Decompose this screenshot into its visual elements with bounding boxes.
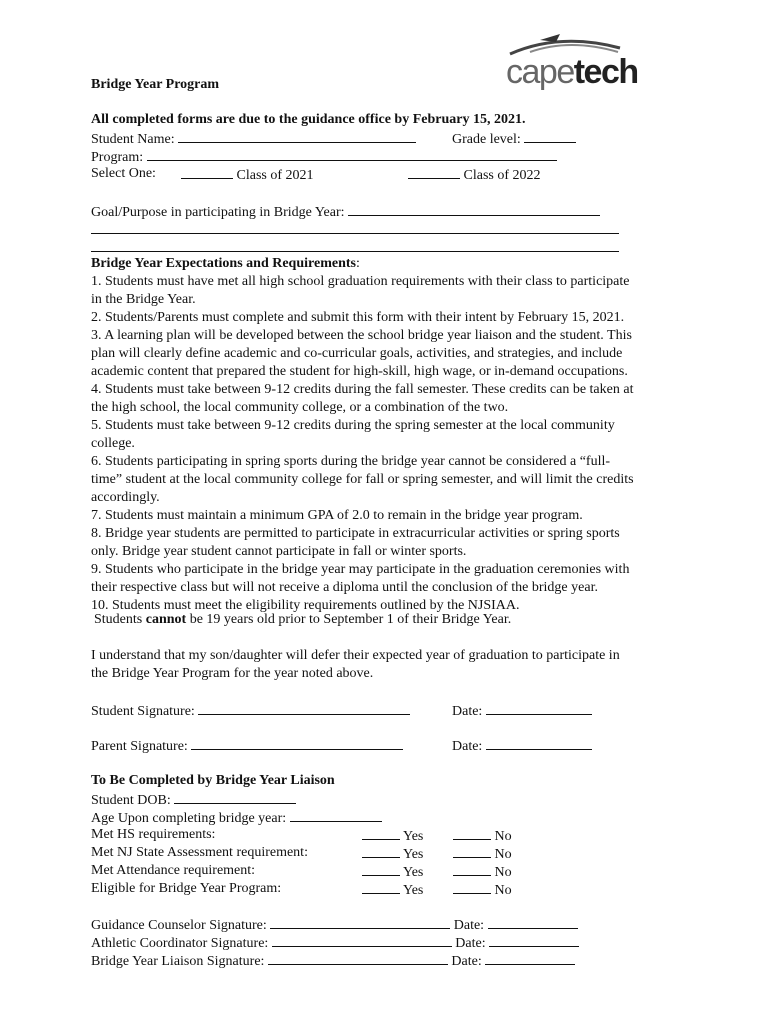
understand-line-1: I understand that my son/daughter will defer their expected year of graduation to participate in xyxy=(91,648,620,663)
guidance-date-field[interactable] xyxy=(488,915,578,929)
student-signature-label: Student Signature: xyxy=(91,704,195,719)
yes-label: Yes xyxy=(402,829,424,844)
liaison-signature-label: Bridge Year Liaison Signature: xyxy=(91,954,265,969)
expectation-line: 4. Students must take between 9-12 credits during the fall semester. These credits can be taken at xyxy=(91,382,634,397)
program-row xyxy=(91,147,557,165)
class-2022-option[interactable] xyxy=(408,165,541,183)
parent-date-row xyxy=(452,736,592,754)
program-field[interactable] xyxy=(147,147,557,161)
dob-field[interactable] xyxy=(174,790,296,804)
goal-line-3[interactable] xyxy=(91,251,619,252)
expectation-line: in the Bridge Year. xyxy=(91,292,196,307)
no-blank[interactable] xyxy=(453,862,491,876)
logo-wordmark: capetech xyxy=(506,53,638,91)
student-signature-field[interactable] xyxy=(198,701,410,715)
class-2022-blank[interactable] xyxy=(408,165,460,179)
goal-label: Goal/Purpose in participating in Bridge Year: xyxy=(91,205,345,220)
goal-line-2[interactable] xyxy=(91,233,619,234)
class-2021-blank[interactable] xyxy=(181,165,233,179)
no-label: No xyxy=(494,865,512,880)
no-option[interactable] xyxy=(453,862,512,880)
age-label: Age Upon completing bridge year: xyxy=(91,811,287,826)
capetech-logo xyxy=(500,34,638,94)
expectation-line: 6. Students participating in spring sports during the bridge year cannot be considered a “full- xyxy=(91,454,611,469)
checklist-label: Met NJ State Assessment requirement: xyxy=(91,845,308,860)
yes-option[interactable] xyxy=(362,826,423,844)
parent-date-field[interactable] xyxy=(486,736,592,750)
expectation-line: 10. Students must meet the eligibility requirements outlined by the NJSIAA. xyxy=(91,598,520,613)
liaison-date-field[interactable] xyxy=(485,951,575,965)
expectation-line: 3. A learning plan will be developed between the school bridge year liaison and the student. This xyxy=(91,328,632,343)
form-title: Bridge Year Program xyxy=(91,77,220,92)
expectation-line: academic content that prepared the student for high-skill, high wage, or in-demand occupations. xyxy=(91,364,628,379)
student-name-label: Student Name: xyxy=(91,132,175,147)
dob-label: Student DOB: xyxy=(91,793,171,808)
yes-option[interactable] xyxy=(362,880,423,898)
no-blank[interactable] xyxy=(453,844,491,858)
expectation-line: time” student at the local community college for fall or spring semester, and will limit the credits xyxy=(91,472,634,487)
guidance-signature-row xyxy=(91,915,578,933)
athletic-date-label: Date: xyxy=(455,936,486,951)
student-name-field[interactable] xyxy=(178,129,416,143)
guidance-date-label: Date: xyxy=(453,918,485,933)
expectation-line: 7. Students must maintain a minimum GPA of 2.0 to remain in the bridge year program. xyxy=(91,508,583,523)
parent-signature-row xyxy=(91,736,403,754)
parent-signature-field[interactable] xyxy=(191,736,403,750)
expectation-line: 5. Students must take between 9-12 credits during the spring semester at the local community xyxy=(91,418,615,433)
checklist-label: Met Attendance requirement: xyxy=(91,863,256,878)
age-requirement: Students cannot be 19 years old prior to September 1 of their Bridge Year. xyxy=(94,612,512,627)
goal-field[interactable] xyxy=(348,202,600,216)
goal-row xyxy=(91,202,600,220)
grade-level-row xyxy=(452,129,576,147)
no-label: No xyxy=(494,829,512,844)
athletic-signature-row xyxy=(91,933,579,951)
no-label: No xyxy=(494,847,512,862)
liaison-date-label: Date: xyxy=(451,954,482,969)
expectation-line: 2. Students/Parents must complete and submit this form with their intent by February 15, 2021. xyxy=(91,310,625,325)
expectation-line: 1. Students must have met all high school graduation requirements with their class to participate xyxy=(91,274,630,289)
dob-row xyxy=(91,790,296,808)
expectation-line: 9. Students who participate in the bridge year may participate in the graduation ceremonies with xyxy=(91,562,630,577)
student-name-row xyxy=(91,129,416,147)
class-2021-label: Class of 2021 xyxy=(236,168,314,183)
expectation-line: accordingly. xyxy=(91,490,160,505)
grade-level-field[interactable] xyxy=(524,129,576,143)
expectation-line: plan will clearly define academic and co-curricular goals, activities, and strategies, and include xyxy=(91,346,623,361)
yes-blank[interactable] xyxy=(362,880,400,894)
liaison-heading: To Be Completed by Bridge Year Liaison xyxy=(91,773,335,788)
athletic-date-field[interactable] xyxy=(489,933,579,947)
no-option[interactable] xyxy=(453,826,512,844)
liaison-signature-row xyxy=(91,951,575,969)
yes-blank[interactable] xyxy=(362,826,400,840)
no-blank[interactable] xyxy=(453,880,491,894)
athletic-signature-field[interactable] xyxy=(272,933,452,947)
student-date-label: Date: xyxy=(452,704,483,719)
yes-label: Yes xyxy=(402,865,424,880)
expectation-line: 8. Bridge year students are permitted to participate in extracurricular activities or spring sports xyxy=(91,526,620,541)
yes-blank[interactable] xyxy=(362,844,400,858)
expectation-line: only. Bridge year student cannot participate in fall or winter sports. xyxy=(91,544,467,559)
no-label: No xyxy=(494,883,512,898)
no-option[interactable] xyxy=(453,844,512,862)
grade-level-label: Grade level: xyxy=(452,132,521,147)
yes-label: Yes xyxy=(402,883,424,898)
guidance-signature-label: Guidance Counselor Signature: xyxy=(91,918,267,933)
expectations-heading: Bridge Year Expectations and Requirements: xyxy=(91,256,360,271)
liaison-signature-field[interactable] xyxy=(268,951,448,965)
yes-option[interactable] xyxy=(362,844,423,862)
student-signature-row xyxy=(91,701,410,719)
checklist-label: Eligible for Bridge Year Program: xyxy=(91,881,282,896)
yes-blank[interactable] xyxy=(362,862,400,876)
yes-label: Yes xyxy=(402,847,424,862)
class-2021-option[interactable] xyxy=(181,165,314,183)
expectation-line: their respective class but will not receive a diploma until the conclusion of the bridge year. xyxy=(91,580,598,595)
parent-date-label: Date: xyxy=(452,739,483,754)
expectation-line: the high school, the local community college, or a combination of the two. xyxy=(91,400,509,415)
guidance-signature-field[interactable] xyxy=(270,915,450,929)
age-row xyxy=(91,808,382,826)
no-option[interactable] xyxy=(453,880,512,898)
no-blank[interactable] xyxy=(453,826,491,840)
understand-line-2: the Bridge Year Program for the year noted above. xyxy=(91,666,374,681)
parent-signature-label: Parent Signature: xyxy=(91,739,188,754)
program-label: Program: xyxy=(91,150,144,165)
student-date-field[interactable] xyxy=(486,701,592,715)
checklist-label: Met HS requirements: xyxy=(91,827,216,842)
age-field[interactable] xyxy=(290,808,382,822)
due-notice: All completed forms are due to the guidance office by February 15, 2021. xyxy=(91,112,526,127)
expectation-line: college. xyxy=(91,436,135,451)
yes-option[interactable] xyxy=(362,862,423,880)
student-date-row xyxy=(452,701,592,719)
select-one-label: Select One: xyxy=(91,166,156,181)
class-2022-label: Class of 2022 xyxy=(463,168,541,183)
athletic-signature-label: Athletic Coordinator Signature: xyxy=(91,936,269,951)
